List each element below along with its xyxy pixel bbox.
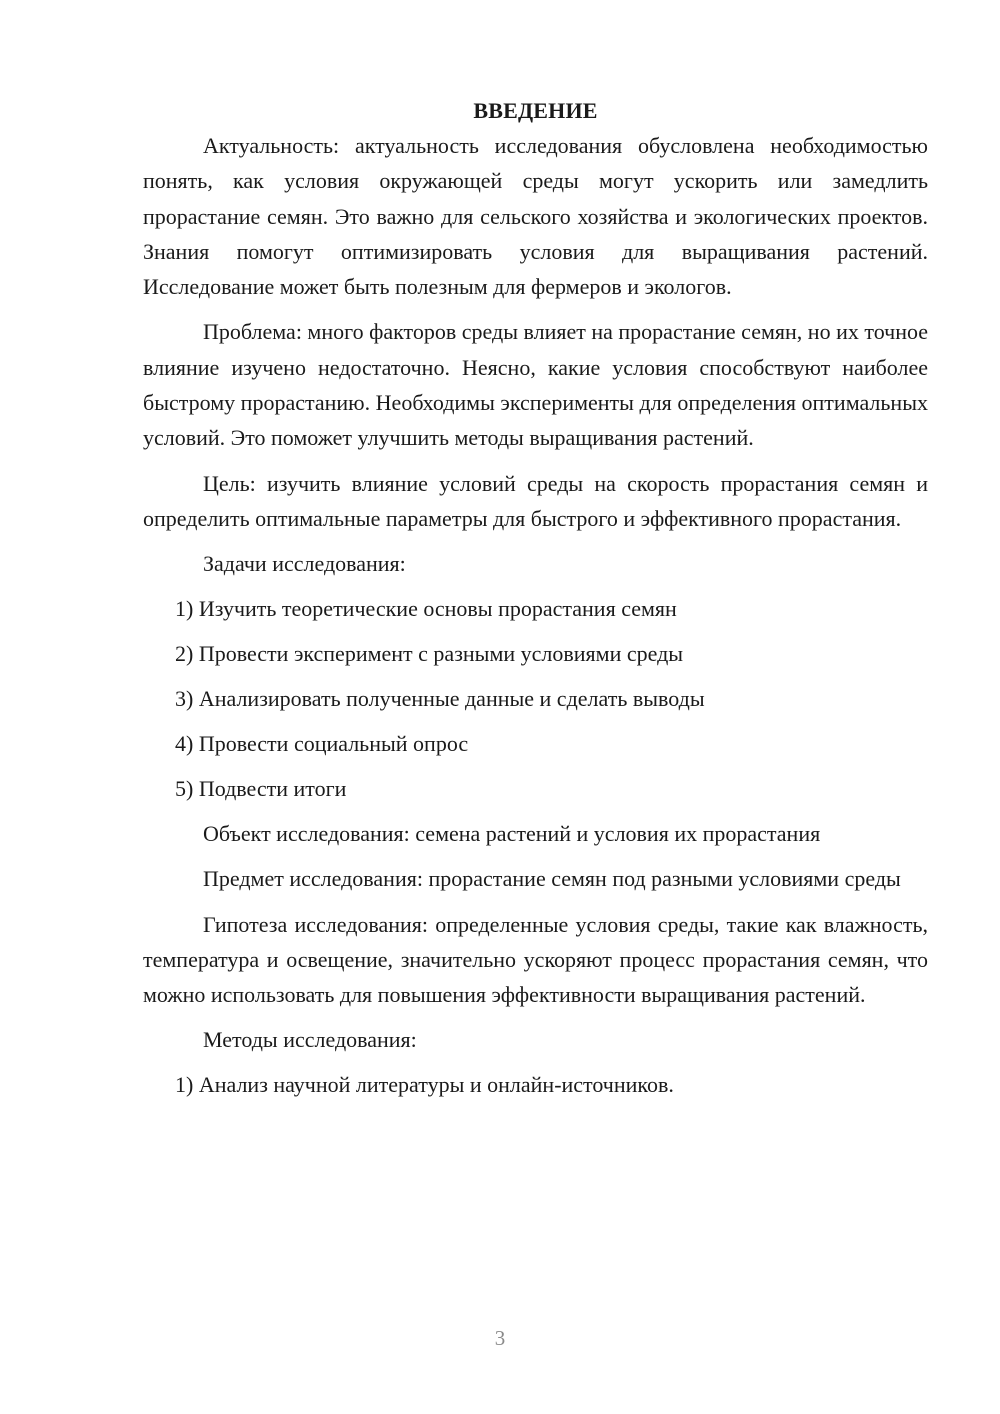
subject-paragraph: Предмет исследования: прорастание семян под разными условиями среды (203, 866, 901, 892)
task-item: 5) Подвести итоги (175, 776, 347, 802)
object-line: Объект исследования: семена растений и условия их прорастания (203, 821, 821, 847)
page-content (143, 93, 928, 1102)
tasks-heading: Задачи исследования: (203, 551, 406, 577)
task-item: 2) Провести эксперимент с разными условиями среды (175, 641, 684, 667)
goal-paragraph: Цель: изучить влияние условий среды на скорость прорастания семян и определить оптимальные параметры для быстрого и эффективного прорастания. (143, 470, 928, 531)
page-number: 3 (494, 1326, 506, 1350)
task-item: 4) Провести социальный опрос (175, 731, 469, 757)
problem-paragraph: Проблема: много факторов среды влияет на прорастание семян, но их точное влияние изучено недостаточно. Неясно, какие условия способствуют наиболее быстрому прорастанию. Необходимы эксперименты для определения оптимальных условий. Это поможет улучшить методы выращивания растений. (143, 319, 928, 451)
hypothesis-paragraph: Гипотеза исследования: определенные условия среды, такие как влажность, температура и освещение, значительно ускоряют процесс прорастания семян, что можно использовать для повышения эффективности выращивания растений. (143, 911, 928, 1008)
method-item: 1) Анализ научной литературы и онлайн-источников. (175, 1072, 674, 1098)
relevance-paragraph: Актуальность: актуальность исследования обусловлена необходимостью понять, как условия окружающей среды могут ускорить или замедлить прорастание семян. Это важно для сельского хозяйства и экологических проектов. Знания помогут оптимизировать условия для выращивания растений. Исследование может быть полезным для фермеров и экологов. (143, 133, 928, 300)
methods-heading: Методы исследования: (203, 1027, 417, 1053)
task-item: 3) Анализировать полученные данные и сделать выводы (175, 686, 705, 712)
task-item: 1) Изучить теоретические основы прорастания семян (175, 596, 677, 622)
page-title: ВВЕДЕНИЕ (473, 98, 598, 123)
